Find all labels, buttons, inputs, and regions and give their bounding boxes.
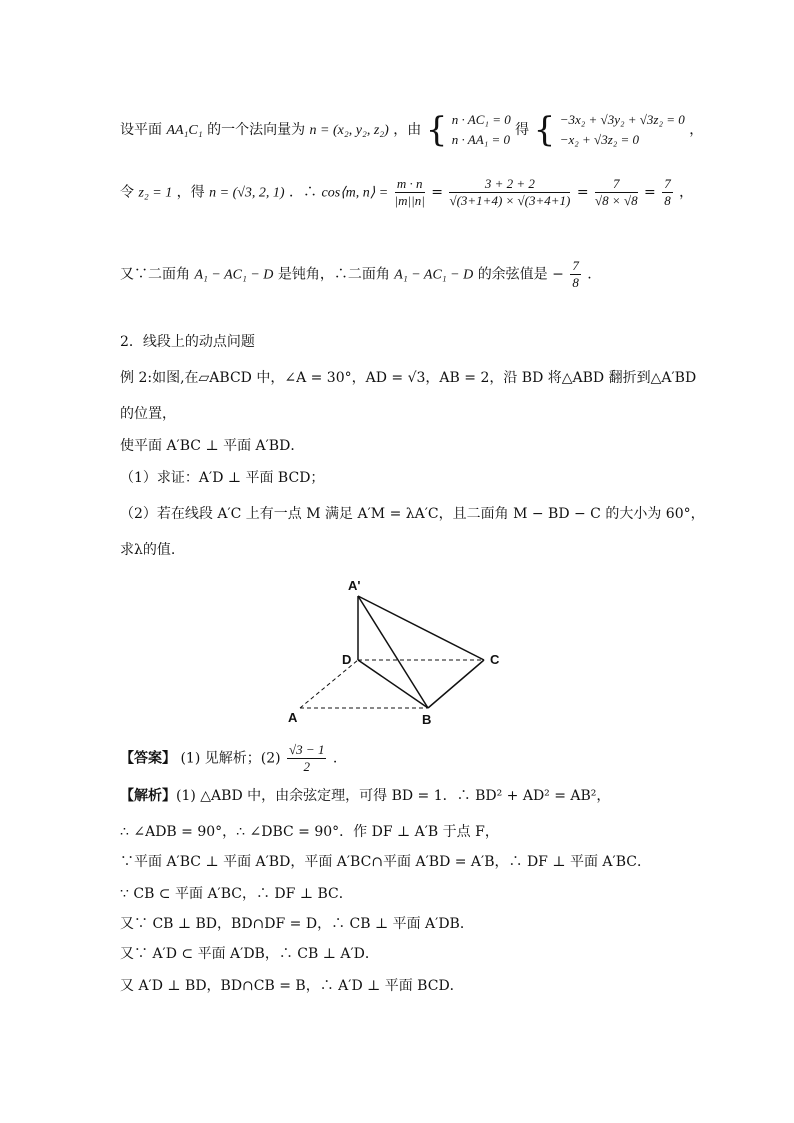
analysis-line-3: ∵平面 A′BC ⊥ 平面 A′BD，平面 A′BC∩平面 A′BD = A′B，∴ DF ⊥ 平面 A′BC． bbox=[120, 854, 651, 870]
cosine-calc-line: 令 z₂ = 1 ，得 n = (√3, 2, 1) ．∴ cos⟨m, n⟩ = $\frac{m \cdot n}{|m||n|}$ = $\frac{3 + 2 + 2}{√(3+1+4) \times √(3+4+1)}$ = $\frac{7}{√8 \times √8}$ = $\frac{7}{8}$ ， bbox=[120, 176, 694, 208]
folded-tetrahedron-figure bbox=[270, 572, 530, 728]
question-2: （2）若在线段 A′C 上有一点 M 满足 A′M = λA′C，且二面角 M − BD − C 的大小为 60°， bbox=[120, 506, 705, 522]
text: 得 bbox=[515, 122, 530, 138]
text: ．∴ bbox=[289, 184, 318, 201]
fraction: $\frac{7}{√8 \times √8}$ bbox=[595, 176, 638, 208]
text: (1) 见解析；(2) bbox=[180, 750, 281, 767]
text: 是钝角，∴二面角 bbox=[277, 266, 390, 283]
analysis-line-7: 又 A′D ⊥ BD，BD∩CB = B，∴ A′D ⊥ 平面 BCD． bbox=[120, 978, 464, 994]
text: 又∵二面角 bbox=[120, 266, 190, 283]
math: cos⟨m, n⟩ = bbox=[321, 185, 389, 201]
normal-vector-setup-line bbox=[120, 110, 703, 150]
equation-2: −x₂ + √3z₂ = 0 bbox=[559, 132, 640, 147]
fraction: $\frac{7}{8}$ bbox=[572, 258, 579, 290]
text: ，由 bbox=[393, 122, 422, 138]
minus-sign: − bbox=[552, 266, 564, 283]
analysis-line-6: 又∵ A′D ⊂ 平面 A′DB，∴ CB ⊥ A′D． bbox=[120, 946, 379, 962]
condition-1: n · AC₁ = 0 bbox=[451, 112, 511, 127]
text: . bbox=[587, 266, 592, 283]
answer-line bbox=[120, 742, 337, 775]
analysis-line-1 bbox=[120, 786, 610, 806]
condition-2: n · AA₁ = 0 bbox=[451, 132, 510, 147]
math: A₁ − AC₁ − D bbox=[394, 267, 474, 283]
edge-db bbox=[358, 660, 428, 708]
analysis-line-2: ∴ ∠ADB = 90°，∴ ∠DBC = 90°．作 DF ⊥ A′B 于点 F， bbox=[120, 824, 499, 840]
answer-tag: 【答案】 bbox=[120, 750, 176, 767]
example-line-2: 的位置， bbox=[120, 406, 176, 422]
label-A: A bbox=[288, 710, 298, 725]
text: ，得 bbox=[176, 184, 205, 201]
fraction: $\frac{√3 - 1}{2}$ bbox=[289, 742, 325, 774]
label-A-prime: A' bbox=[348, 578, 361, 593]
text: 设平面 bbox=[120, 122, 162, 138]
text: . bbox=[332, 750, 338, 767]
left-brace: { bbox=[533, 110, 556, 150]
edge-bc bbox=[428, 660, 484, 708]
dihedral-conclusion-line bbox=[120, 258, 592, 291]
example-line-1: 例 2:如图,在▱ABCD 中，∠A = 30°，AD = √3，AB = 2，沿 BD 将△ABD 翻折到△A′BD bbox=[120, 370, 697, 386]
equation-system bbox=[560, 110, 685, 150]
edge-apc bbox=[358, 596, 484, 660]
math: z₂ = 1 bbox=[138, 185, 173, 201]
text: ， bbox=[689, 122, 704, 138]
normal-vector: n = (x₂, y₂, z₂) bbox=[309, 123, 389, 138]
question-3: 求λ的值. bbox=[120, 542, 176, 558]
condition-system bbox=[452, 110, 511, 150]
fraction: $\frac{7}{8}$ bbox=[664, 176, 671, 208]
label-D: D bbox=[342, 652, 352, 667]
text: 令 bbox=[120, 184, 134, 201]
math: n = (√3, 2, 1) bbox=[209, 185, 285, 201]
plane-name: AA₁C₁ bbox=[166, 123, 203, 138]
text: 的一个法向量为 bbox=[207, 122, 306, 138]
edge-apb bbox=[358, 596, 428, 708]
edge-ad-dashed bbox=[300, 660, 358, 708]
analysis-line-5: 又∵ CB ⊥ BD，BD∩DF = D，∴ CB ⊥ 平面 A′DB． bbox=[120, 916, 474, 932]
example-line-3: 使平面 A′BC ⊥ 平面 A′BD． bbox=[120, 438, 305, 454]
fraction: $\frac{m \cdot n}{|m||n|}$ bbox=[394, 176, 425, 208]
equation-1: −3x₂ + √3y₂ + √3z₂ = 0 bbox=[559, 112, 685, 127]
question-1: （1）求证：A′D ⊥ 平面 BCD； bbox=[120, 470, 325, 486]
label-B: B bbox=[422, 712, 432, 727]
math: A₁ − AC₁ − D bbox=[194, 267, 274, 283]
fraction: $\frac{3 + 2 + 2}{√(3+1+4) \times √(3+4+1)}$ bbox=[449, 176, 571, 208]
text: 的余弦值是 bbox=[477, 266, 548, 283]
text: ， bbox=[679, 184, 694, 201]
text: (1) △ABD 中，由余弦定理，可得 BD = 1．∴ BD² + AD² = AB²， bbox=[176, 788, 611, 804]
analysis-line-4: ∵ CB ⊂ 平面 A′BC，∴ DF ⊥ BC． bbox=[120, 886, 353, 902]
analysis-tag: 【解析】 bbox=[120, 788, 176, 804]
label-C: C bbox=[490, 652, 500, 667]
left-brace: { bbox=[425, 110, 448, 150]
section-heading: 2．线段上的动点问题 bbox=[120, 334, 255, 350]
